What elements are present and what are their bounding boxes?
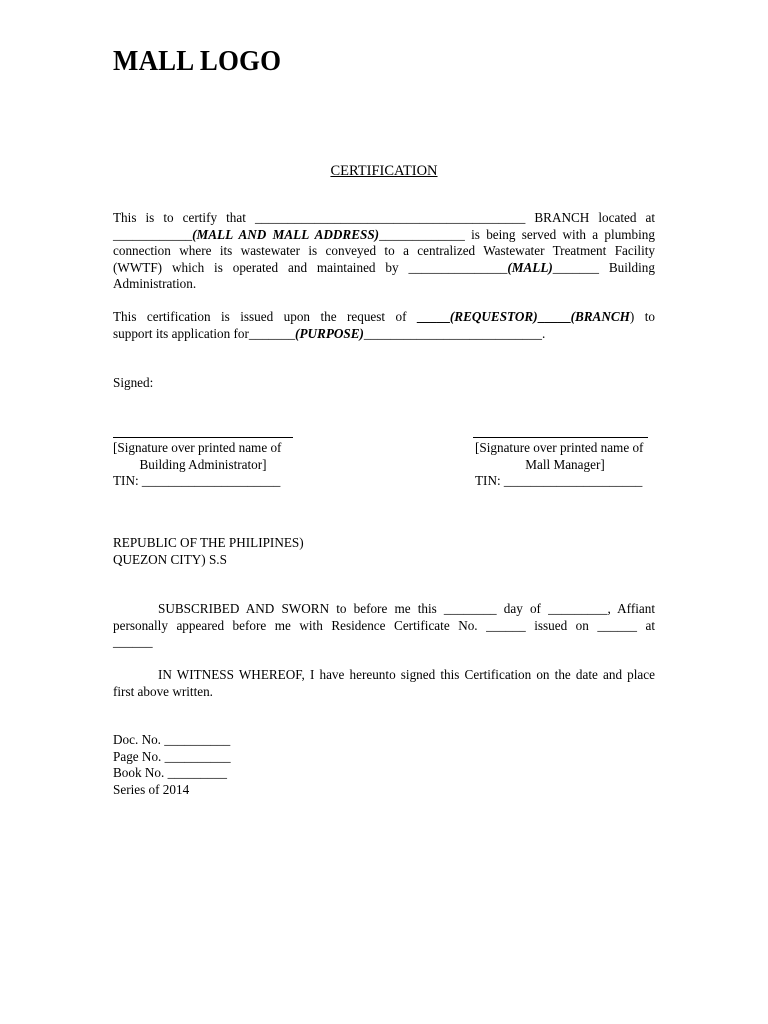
certification-paragraph bbox=[113, 210, 655, 293]
notary-series: Series of 2014 bbox=[113, 782, 190, 797]
para2-line2: support its application for_______(PURPOSE)___________________________. bbox=[113, 325, 546, 341]
para1-line5: Administration. bbox=[113, 276, 197, 291]
document-title: CERTIFICATION bbox=[330, 163, 438, 179]
sworn-paragraph bbox=[113, 601, 655, 651]
blank-field: _____ bbox=[537, 309, 571, 324]
para2-line1: This certification is issued upon the request of _____(REQUESTOR)_____(BRANCH) to bbox=[113, 309, 656, 324]
witness-paragraph bbox=[113, 667, 655, 700]
blank-field: ____________ bbox=[113, 226, 193, 242]
signatory-left-line1: [Signature over printed name of bbox=[113, 440, 282, 455]
request-paragraph bbox=[113, 309, 655, 342]
blank-field: ________ bbox=[443, 601, 497, 616]
blank-field: _______________ bbox=[408, 259, 508, 275]
para1-line4: (WWTF) which is operated and maintained by _______________(MALL)_______ Building bbox=[113, 259, 655, 275]
signature-line-left bbox=[113, 437, 293, 438]
notary-doc-no: Doc. No. __________ bbox=[113, 732, 231, 747]
mall-placeholder: (MALL) bbox=[507, 259, 553, 275]
blank-field: ______ bbox=[597, 617, 637, 633]
mall-logo: MALL LOGO bbox=[113, 46, 282, 77]
signatory-right-title: Mall Manager] bbox=[525, 457, 605, 472]
blank-field: _____ bbox=[416, 309, 450, 324]
requestor-placeholder: (REQUESTOR) bbox=[449, 309, 538, 324]
signatory-left-title: Building Administrator] bbox=[139, 457, 267, 472]
para1-line3: connection where its wastewater is conveyed to a centralized Wastewater Treatment Facility bbox=[113, 243, 655, 258]
blank-field: ___________________________. bbox=[363, 325, 546, 341]
blank-field: ______ bbox=[486, 617, 526, 633]
sworn-line1: SUBSCRIBED AND SWORN to before me this ________ day of _________, Affiant bbox=[158, 601, 655, 616]
blank-field: _______ bbox=[248, 325, 296, 341]
notary-book-no: Book No. _________ bbox=[113, 765, 227, 780]
signed-label: Signed: bbox=[113, 375, 154, 390]
para1-line1: This is to certify that _________________________________________ BRANCH located at bbox=[113, 210, 656, 225]
sworn-line2: personally appeared before me with Residence Certificate No. ______ issued on ______ at bbox=[113, 617, 655, 633]
witness-line2: first above written. bbox=[113, 683, 213, 699]
venue-republic: REPUBLIC OF THE PHILIPINES) bbox=[113, 535, 304, 550]
branch-placeholder: (BRANCH bbox=[570, 309, 630, 324]
signatory-left-tin: TIN: _____________________ bbox=[113, 473, 281, 488]
blank-field: _________ bbox=[548, 601, 608, 616]
signatory-right-tin: TIN: _____________________ bbox=[475, 473, 643, 488]
blank-field: _________________________________________ bbox=[254, 210, 526, 225]
witness-line1: IN WITNESS WHEREOF, I have hereunto signed this Certification on the date and place bbox=[158, 667, 655, 682]
sworn-line3: ______ bbox=[113, 634, 153, 649]
mall-address-placeholder: (MALL AND MALL ADDRESS) bbox=[192, 226, 380, 242]
notary-page-no: Page No. __________ bbox=[113, 749, 231, 764]
signatory-right-line1: [Signature over printed name of bbox=[475, 440, 644, 455]
para1-line2: ____________(MALL AND MALL ADDRESS)_____________ is being served with a plumbing bbox=[113, 226, 655, 242]
venue-city: QUEZON CITY) S.S bbox=[113, 552, 227, 567]
purpose-placeholder: (PURPOSE) bbox=[295, 325, 364, 341]
signature-line-right bbox=[473, 437, 648, 438]
